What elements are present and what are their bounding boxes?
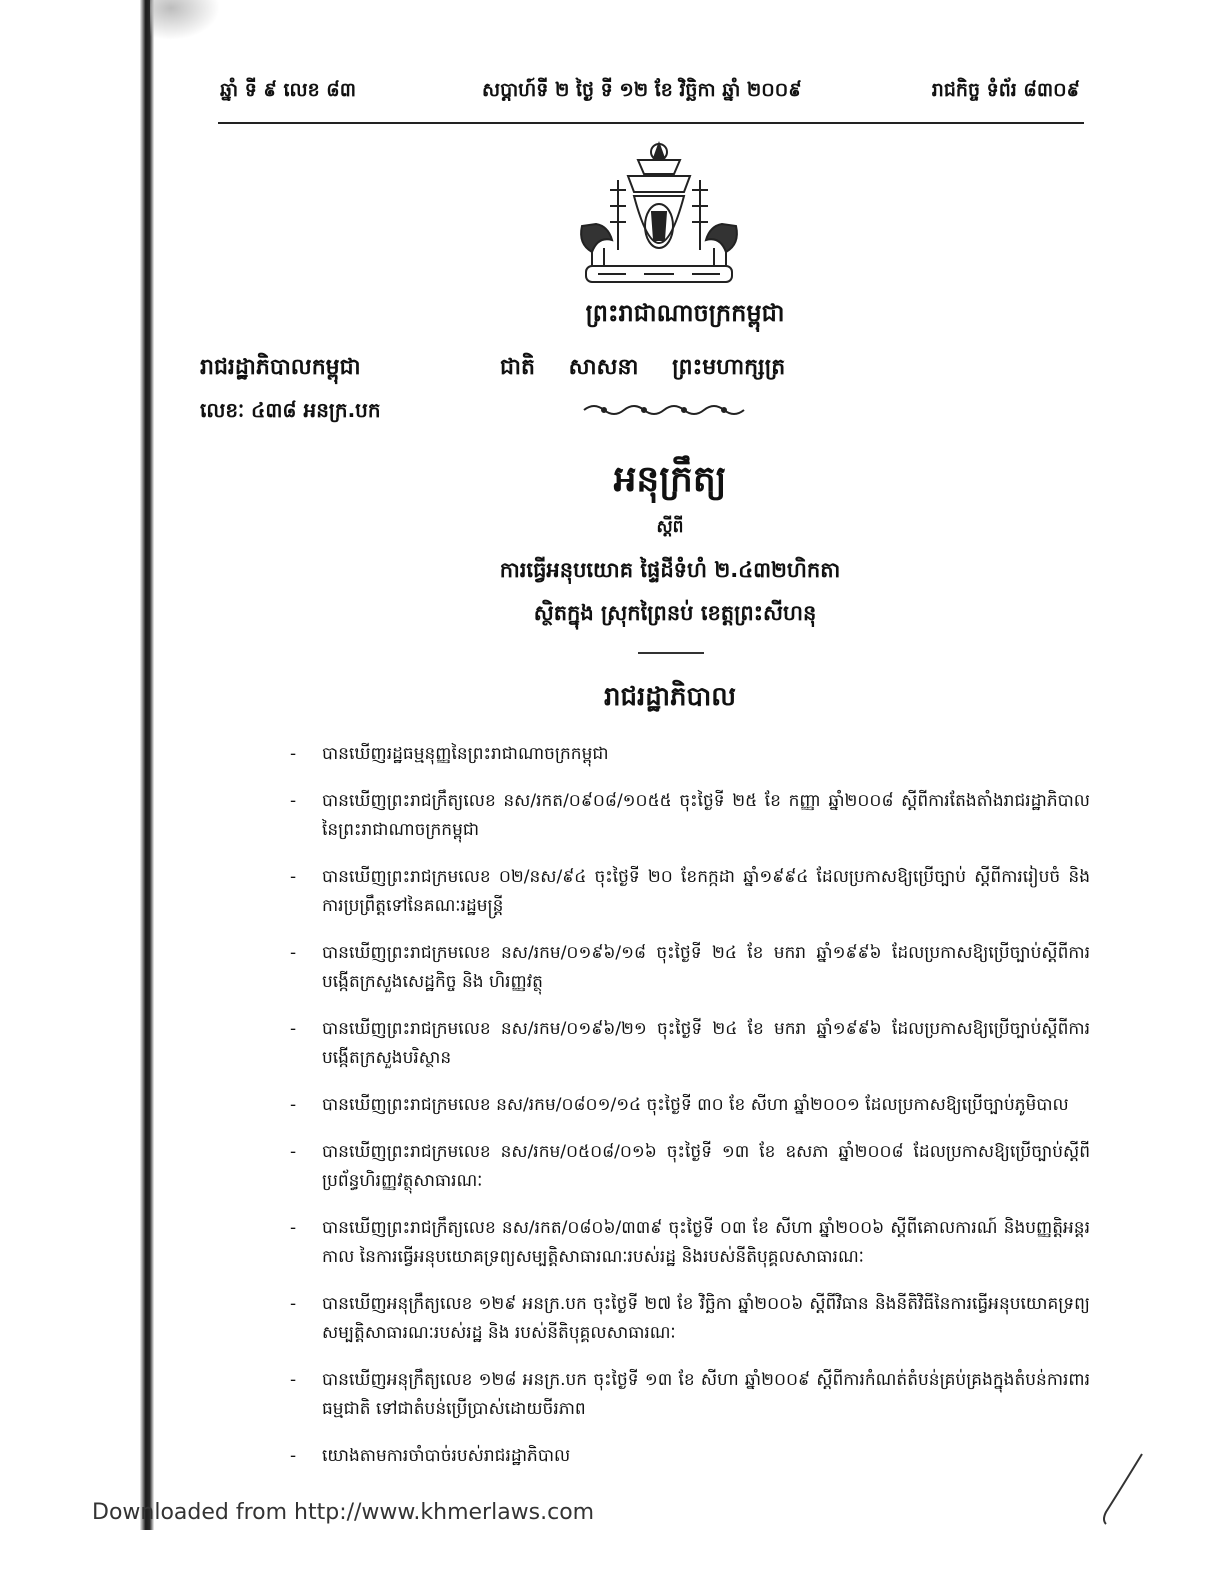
list-item (290, 863, 1090, 921)
national-motto (500, 353, 840, 385)
list-item (290, 1442, 1090, 1471)
list-item-text: យោងតាមការចាំបាច់របស់រាជរដ្ឋាភិបាល (322, 1446, 571, 1466)
list-item-text: បានឃើញព្រះរាជក្រមលេខ នស/រកម/០១៩៦/២១ ចុះថ្ងៃទី ២៤ ខែ មករា ឆ្នាំ១៩៩៦ ដែលប្រកាសឱ្យប្រើច្បាប់ស្តីពីការបង្កើតក្រសួងបរិស្ថាន (322, 1019, 1090, 1068)
list-item-marker: - (290, 1294, 297, 1314)
list-item-marker: - (290, 943, 297, 963)
header-issue-number: ឆ្នាំ ទី ៩ លេខ ៨៣ (220, 79, 356, 101)
issuer-heading: រាជរដ្ឋាភិបាល (603, 682, 737, 712)
scan-shadow-edge (140, 0, 154, 1530)
list-item (290, 1138, 1090, 1196)
list-item (290, 740, 1090, 769)
list-item (290, 1366, 1090, 1424)
header-page-number: រាជកិច្ច ទំព័រ ៨៣០៩ (931, 79, 1080, 101)
list-item-marker: - (290, 1370, 297, 1390)
reference-number: លេខៈ ៤៣៨ អនក្រ.បក (200, 398, 381, 422)
about-label: ស្តីពី (656, 517, 684, 537)
list-item-marker: - (290, 867, 297, 887)
list-item (290, 1091, 1090, 1120)
list-item-text: បានឃើញព្រះរាជក្រឹត្យលេខ នស/រកត/០៨០៦/៣៣៩ ចុះថ្ងៃទី ០៣ ខែ សីហា ឆ្នាំ២០០៦ ស្តីពីគោលការណ៍ និងបញ្ញត្តិអន្តរកាល នៃការធ្វើអនុបយោគទ្រព្យសម្បត្តិសាធារណៈរបស់រដ្ឋ និងរបស់នីតិបុគ្គលសាធារណៈ (322, 1218, 1090, 1267)
issuing-government: រាជរដ្ឋាភិបាលកម្ពុជា (200, 355, 361, 380)
list-item (290, 1290, 1090, 1348)
list-item-text: បានឃើញអនុក្រឹត្យលេខ ១២៩ អនក្រ.បក ចុះថ្ងៃទី ២៧ ខែ វិច្ឆិកា ឆ្នាំ២០០៦ ស្តីពីវិធាន និងនីតិវិធីនៃការធ្វើអនុបយោគទ្រព្យសម្បត្តិសាធារណៈរបស់រដ្ឋ និង របស់នីតិបុគ្គលសាធារណៈ (322, 1294, 1090, 1343)
header-divider (218, 122, 1084, 124)
list-item-marker: - (290, 1142, 297, 1162)
list-item-marker: - (290, 744, 297, 764)
header-date: សប្តាហ៍ទី ២ ថ្ងៃ ទី ១២ ខែ វិច្ឆិកា ឆ្នាំ ២០០៩ (482, 79, 802, 101)
scan-smudge (150, 0, 220, 40)
list-item-text: បានឃើញអនុក្រឹត្យលេខ ១២៨ អនក្រ.បក ចុះថ្ងៃទី ១៣ ខែ សីហា ឆ្នាំ២០០៩ ស្តីពីការកំណត់តំបន់គ្រប់គ្រងក្នុងតំបន់ការពារធម្មជាតិ ទៅជាតំបន់ប្រើប្រាស់ដោយចីរភាព (322, 1370, 1090, 1419)
recitals-list (290, 740, 1090, 1489)
list-item-text: បានឃើញព្រះរាជក្រមលេខ នស/រកម/០៥០៨/០១៦ ចុះថ្ងៃទី ១៣ ខែ ឧសភា ឆ្នាំ២០០៨ ដែលប្រកាសឱ្យប្រើច្បាប់ស្តីពីប្រព័ន្ធហិរញ្ញវត្ថុសាធារណៈ (322, 1142, 1090, 1191)
subject-line-1: ការធ្វើអនុបយោគ ផ្ទៃដីទំហំ ២.៤៣២ហិកតា (499, 558, 841, 582)
pen-stroke-mark (1090, 1450, 1150, 1530)
list-item-marker: - (290, 791, 297, 811)
royal-emblem-icon (568, 140, 750, 290)
gazette-header (220, 78, 1080, 108)
document-type-title: អនុក្រឹត្យ (613, 459, 727, 500)
list-item-marker: - (290, 1095, 297, 1115)
list-item (290, 787, 1090, 845)
list-item-text: បានឃើញព្រះរាជក្រមលេខ នស/រកម/០៨០១/១៤ ចុះថ្ងៃទី ៣០ ខែ សីហា ឆ្នាំ២០០១ ដែលប្រកាសឱ្យប្រើច្បាប់ភូមិបាល (322, 1095, 1069, 1115)
ornament-divider-icon (580, 402, 755, 418)
list-item-marker: - (290, 1446, 297, 1466)
download-source-footer: Downloaded from http://www.khmerlaws.com (92, 1500, 595, 1525)
list-item-marker: - (290, 1019, 297, 1039)
subject-line-2: ស្ថិតក្នុង ស្រុកព្រៃនប់ ខេត្តព្រះសីហនុ (533, 601, 817, 625)
subject-divider (638, 652, 704, 654)
motto-nation: ជាតិ (500, 355, 535, 380)
motto-religion: សាសនា (568, 355, 639, 380)
list-item-text: បានឃើញព្រះរាជក្រមលេខ ០២/នស/៩៤ ចុះថ្ងៃទី ២០ ខែកក្កដា ឆ្នាំ១៩៩៤ ដែលប្រកាសឱ្យប្រើច្បាប់ ស្តីពីការរៀបចំ និង ការប្រព្រឹត្តទៅនៃគណៈរដ្ឋមន្ត្រី (322, 867, 1090, 916)
list-item-text: បានឃើញព្រះរាជក្រមលេខ នស/រកម/០១៩៦/១៨ ចុះថ្ងៃទី ២៤ ខែ មករា ឆ្នាំ១៩៩៦ ដែលប្រកាសឱ្យប្រើច្បាប់ស្តីពីការបង្កើតក្រសួងសេដ្ឋកិច្ច និង ហិរញ្ញវត្ថុ (322, 943, 1090, 992)
list-item-marker: - (290, 1218, 297, 1238)
motto-king: ព្រះមហាក្សត្រ (672, 355, 786, 380)
list-item-text: បានឃើញព្រះរាជក្រឹត្យលេខ នស/រកត/០៩០៨/១០៥៥ ចុះថ្ងៃទី ២៥ ខែ កញ្ញា ឆ្នាំ២០០៨ ស្តីពីការតែងតាំងរាជរដ្ឋាភិបាល នៃព្រះរាជាណាចក្រកម្ពុជា (322, 791, 1090, 840)
list-item (290, 1214, 1090, 1272)
list-item-text: បានឃើញរដ្ឋធម្មនុញ្ញនៃព្រះរាជាណាចក្រកម្ពុជា (322, 744, 609, 764)
list-item (290, 1015, 1090, 1073)
kingdom-title: ព្រះរាជាណាចក្រកម្ពុជា (585, 299, 785, 327)
list-item (290, 939, 1090, 997)
